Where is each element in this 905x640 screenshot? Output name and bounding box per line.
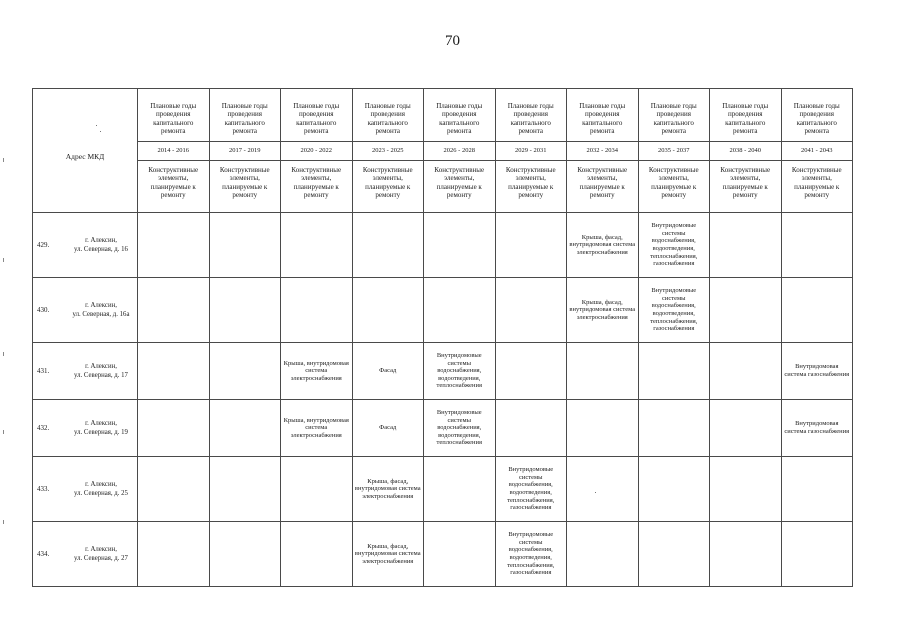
year-range: 2041 - 2043	[781, 142, 853, 161]
repair-cell	[352, 213, 424, 278]
year-range: 2029 - 2031	[495, 142, 567, 161]
repair-cell	[781, 278, 853, 343]
scan-edge-mark	[3, 430, 4, 434]
scan-speck	[96, 125, 97, 126]
period-header: Плановые годы проведения капитального ремонта	[710, 89, 782, 142]
table-row	[33, 213, 853, 278]
repair-cell: Фасад	[352, 343, 424, 400]
repair-cell	[209, 278, 281, 343]
address-wrap	[33, 278, 137, 342]
table-body	[33, 213, 853, 587]
year-range: 2023 - 2025	[352, 142, 424, 161]
elements-header: Конструктивные элементы, планируемые к ремонту	[567, 161, 639, 213]
repair-cell	[495, 213, 567, 278]
address-cell	[33, 343, 138, 400]
address-text	[65, 236, 137, 254]
address-street: ул. Северная, д. 17	[74, 372, 128, 379]
table-row	[33, 343, 853, 400]
row-number: 433.	[37, 484, 50, 493]
address-cell	[33, 522, 138, 587]
repair-cell	[638, 457, 710, 522]
repair-cell	[710, 343, 782, 400]
row-number: 429.	[37, 240, 50, 249]
elements-header: Конструктивные элементы, планируемые к ремонту	[424, 161, 496, 213]
period-header: Плановые годы проведения капитального ремонта	[281, 89, 353, 142]
repair-cell	[781, 213, 853, 278]
address-wrap	[33, 213, 137, 277]
year-range: 2014 - 2016	[138, 142, 210, 161]
repair-cell	[138, 213, 210, 278]
elements-header: Конструктивные элементы, планируемые к ремонту	[710, 161, 782, 213]
period-header: Плановые годы проведения капитального ремонта	[138, 89, 210, 142]
address-city: г. Алексин,	[85, 301, 117, 309]
repair-cell: Крыша, фасад, внутридомовая система электроснабжения	[567, 278, 639, 343]
repair-cell: Крыша, фасад, внутридомовая система электроснабжения	[567, 213, 639, 278]
year-range: 2026 - 2028	[424, 142, 496, 161]
repair-cell	[567, 522, 639, 587]
scan-edge-mark	[3, 520, 4, 524]
period-header: Плановые годы проведения капитального ремонта	[352, 89, 424, 142]
year-range: 2038 - 2040	[710, 142, 782, 161]
address-street: ул. Северная, д. 27	[74, 555, 128, 562]
scan-speck	[100, 131, 101, 132]
repair-cell	[209, 457, 281, 522]
header-row-period	[33, 89, 853, 142]
elements-header: Конструктивные элементы, планируемые к ремонту	[638, 161, 710, 213]
year-range: 2032 - 2034	[567, 142, 639, 161]
repair-cell	[209, 400, 281, 457]
repair-cell	[138, 400, 210, 457]
address-city: г. Алексин,	[85, 545, 117, 553]
period-header: Плановые годы проведения капитального ремонта	[781, 89, 853, 142]
repair-cell	[138, 457, 210, 522]
repair-cell: Внутридомовые системы водоснабжения, водоотведения, теплоснабжения, газоснабжения	[638, 213, 710, 278]
row-number: 434.	[37, 549, 50, 558]
repair-cell: Внутридомовые системы водоснабжения, водоотведения, теплоснабжения	[424, 343, 496, 400]
repair-cell	[567, 457, 639, 522]
address-street: ул. Северная, д. 16а	[72, 311, 130, 318]
row-number: 431.	[37, 366, 50, 375]
scan-edge-mark	[3, 352, 4, 356]
repair-cell	[495, 400, 567, 457]
table-row	[33, 400, 853, 457]
address-wrap	[33, 522, 137, 586]
address-city: г. Алексин,	[85, 480, 117, 488]
address-text	[65, 301, 137, 319]
header-row-years	[33, 142, 853, 161]
repair-cell: Внутридомовые системы водоснабжения, водоотведения, теплоснабжения, газоснабжения	[495, 522, 567, 587]
address-street: ул. Северная, д. 19	[74, 429, 128, 436]
repair-cell	[710, 457, 782, 522]
repair-cell	[424, 213, 496, 278]
row-number: 432.	[37, 423, 50, 432]
repair-cell	[781, 457, 853, 522]
row-number: 430.	[37, 305, 50, 314]
repair-cell: Крыша, фасад, внутридомовая система электроснабжения	[352, 457, 424, 522]
elements-header: Конструктивные элементы, планируемые к ремонту	[781, 161, 853, 213]
scan-edge-mark	[3, 158, 4, 162]
repair-cell: Крыша, внутридомовая система электроснабжения	[281, 400, 353, 457]
repair-cell	[567, 400, 639, 457]
address-cell	[33, 400, 138, 457]
address-text	[65, 419, 137, 437]
address-text	[65, 480, 137, 498]
header-row-elements	[33, 161, 853, 213]
address-wrap	[33, 343, 137, 399]
address-text	[65, 545, 137, 563]
table-header	[33, 89, 853, 213]
repair-cell	[638, 522, 710, 587]
page-number: 70	[445, 33, 460, 49]
address-wrap	[33, 457, 137, 521]
repair-cell	[495, 278, 567, 343]
year-range: 2017 - 2019	[209, 142, 281, 161]
repair-cell: Крыша, внутридомовая система электроснабжения	[281, 343, 353, 400]
repair-cell: Внутридомовая система газоснабжения	[781, 343, 853, 400]
repair-cell	[281, 522, 353, 587]
address-city: г. Алексин,	[85, 236, 117, 244]
repair-cell	[638, 400, 710, 457]
repair-cell	[424, 522, 496, 587]
table-row	[33, 457, 853, 522]
repair-cell	[209, 522, 281, 587]
scan-speck	[595, 492, 596, 493]
address-cell	[33, 278, 138, 343]
period-header: Плановые годы проведения капитального ремонта	[209, 89, 281, 142]
address-cell	[33, 213, 138, 278]
elements-header: Конструктивные элементы, планируемые к ремонту	[352, 161, 424, 213]
table-row	[33, 522, 853, 587]
repair-cell	[710, 213, 782, 278]
repair-cell	[424, 457, 496, 522]
capital-repair-plan-table	[32, 88, 853, 587]
repair-cell: Фасад	[352, 400, 424, 457]
address-wrap	[33, 400, 137, 456]
repair-cell	[281, 213, 353, 278]
address-city: г. Алексин,	[85, 362, 117, 370]
elements-header: Конструктивные элементы, планируемые к ремонту	[281, 161, 353, 213]
repair-cell: Внутридомовые системы водоснабжения, водоотведения, теплоснабжения	[424, 400, 496, 457]
address-cell	[33, 457, 138, 522]
repair-cell: Внутридомовые системы водоснабжения, водоотведения, теплоснабжения, газоснабжения	[638, 278, 710, 343]
year-range: 2035 - 2037	[638, 142, 710, 161]
repair-cell	[209, 343, 281, 400]
repair-cell	[710, 400, 782, 457]
repair-cell	[138, 522, 210, 587]
repair-cell	[638, 343, 710, 400]
repair-cell: Крыша, фасад, внутридомовая система электроснабжения	[352, 522, 424, 587]
repair-cell	[352, 278, 424, 343]
period-header: Плановые годы проведения капитального ремонта	[424, 89, 496, 142]
repair-cell	[138, 343, 210, 400]
year-range: 2020 - 2022	[281, 142, 353, 161]
repair-cell	[495, 343, 567, 400]
period-header: Плановые годы проведения капитального ремонта	[567, 89, 639, 142]
repair-cell	[281, 278, 353, 343]
period-header: Плановые годы проведения капитального ремонта	[638, 89, 710, 142]
repair-cell	[710, 522, 782, 587]
repair-cell	[209, 213, 281, 278]
elements-header: Конструктивные элементы, планируемые к ремонту	[209, 161, 281, 213]
address-street: ул. Северная, д. 16	[74, 246, 128, 253]
period-header: Плановые годы проведения капитального ремонта	[495, 89, 567, 142]
scan-edge-mark	[3, 258, 4, 262]
repair-cell	[424, 278, 496, 343]
repair-cell: Внутридомовые системы водоснабжения, водоотведения, теплоснабжения, газоснабжения	[495, 457, 567, 522]
elements-header: Конструктивные элементы, планируемые к ремонту	[495, 161, 567, 213]
repair-cell	[138, 278, 210, 343]
table-row	[33, 278, 853, 343]
address-city: г. Алексин,	[85, 419, 117, 427]
repair-cell: Внутридомовая система газоснабжения	[781, 400, 853, 457]
elements-header: Конструктивные элементы, планируемые к ремонту	[138, 161, 210, 213]
address-text	[65, 362, 137, 380]
repair-cell	[281, 457, 353, 522]
repair-cell	[781, 522, 853, 587]
repair-cell	[710, 278, 782, 343]
address-column-header: Адрес МКД	[33, 89, 138, 213]
address-street: ул. Северная, д. 25	[74, 490, 128, 497]
repair-cell	[567, 343, 639, 400]
